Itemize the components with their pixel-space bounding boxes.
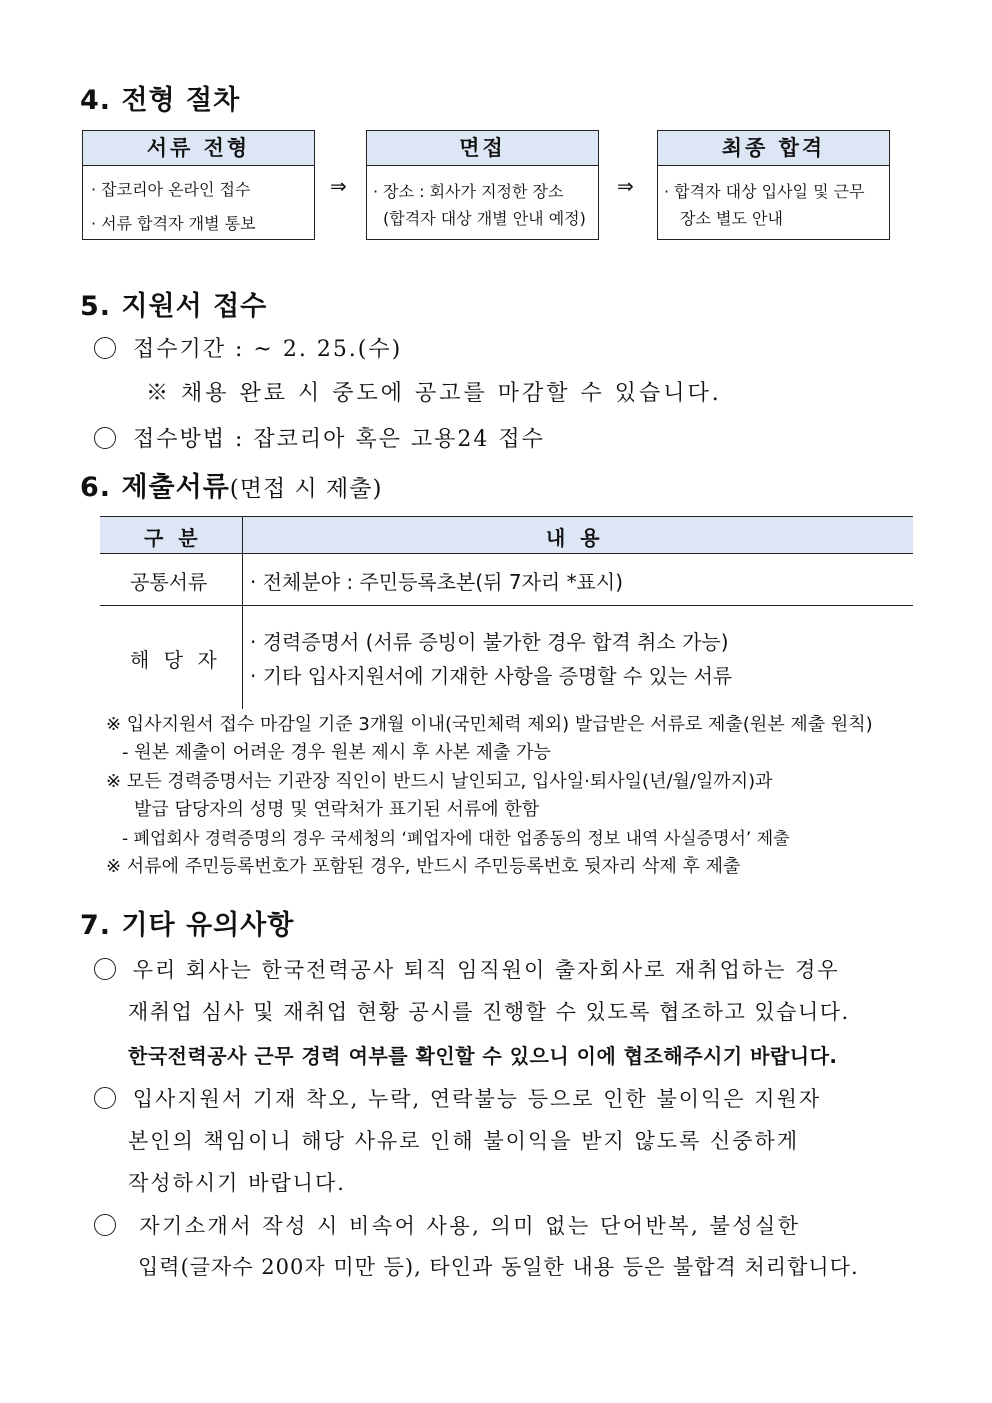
table-row-2-category: 해 당 자 xyxy=(130,648,221,672)
table-row-2-item-1: · 경력증명서 (서류 증빙이 불가한 경우 합격 취소 가능) xyxy=(250,630,729,654)
table-row-2-item-2: · 기타 입사지원서에 기재한 사항을 증명할 수 있는 서류 xyxy=(250,664,733,688)
process-step-3-line-1: · 합격자 대상 입사일 및 근무 xyxy=(664,182,865,201)
circle-bullet-icon xyxy=(94,427,116,449)
table-divider xyxy=(100,605,913,606)
table-row-1-category: 공통서류 xyxy=(130,570,208,594)
circle-bullet-icon xyxy=(94,1087,116,1109)
notice-item-3-line-1: 자기소개서 작성 시 비속어 사용, 의미 없는 단어반복, 불성실한 xyxy=(94,1210,801,1240)
table-divider xyxy=(242,516,243,709)
table-row-1-item: · 전체분야 : 주민등록초본(뒤 7자리 *표시) xyxy=(250,570,624,594)
note-line: 발급 담당자의 성명 및 연락처가 표기된 서류에 한함 xyxy=(134,799,540,820)
process-step-1-line-1: · 잡코리아 온라인 접수 xyxy=(91,180,251,199)
process-step-2-line-2: (합격자 대상 개별 안내 예정) xyxy=(383,209,586,228)
section-7-title: 7. 기타 유의사항 xyxy=(80,910,295,941)
process-step-3-title: 최종 합격 xyxy=(658,131,889,166)
notice-item-1-line-1: 우리 회사는 한국전력공사 퇴직 임직원이 출자회사로 재취업하는 경우 xyxy=(94,954,840,984)
notice-item-3-line-2: 입력(글자수 200자 미만 등), 타인과 동일한 내용 등은 불합격 처리합니다. xyxy=(138,1255,859,1279)
note-line: - 원본 제출이 어려운 경우 원본 제시 후 사본 제출 가능 xyxy=(122,742,551,763)
note-line: - 폐업회사 경력증명의 경우 국세청의 ‘폐업자에 대한 업종동의 정보 내역 사실증명서’ 제출 xyxy=(122,829,790,849)
arrow-icon: ⇒ xyxy=(330,174,347,198)
process-step-1-title: 서류 전형 xyxy=(83,131,314,166)
process-step-2-title: 면접 xyxy=(367,131,598,166)
table-header-category: 구 분 xyxy=(144,526,202,550)
notice-item-2-line-3: 작성하시기 바랍니다. xyxy=(128,1171,346,1195)
application-period-note: ※ 채용 완료 시 중도에 공고를 마감할 수 있습니다. xyxy=(146,381,722,406)
application-method: 접수방법 : 잡코리아 혹은 고용24 접수 xyxy=(94,422,545,453)
table-header-content: 내 용 xyxy=(546,526,604,550)
process-step-3 xyxy=(657,130,890,240)
process-step-3-line-2: 장소 별도 안내 xyxy=(680,209,783,228)
process-step-1 xyxy=(82,130,315,240)
arrow-icon: ⇒ xyxy=(617,174,634,198)
process-step-1-line-2: · 서류 합격자 개별 통보 xyxy=(91,214,256,233)
note-line: ※ 모든 경력증명서는 기관장 직인이 반드시 날인되고, 입사일·퇴사일(년/월/일까지)과 xyxy=(106,771,773,792)
application-period: 접수기간 : ~ 2. 25.(수) xyxy=(94,332,402,363)
notice-item-1-line-3: 한국전력공사 근무 경력 여부를 확인할 수 있으니 이에 협조해주시기 바랍니다. xyxy=(128,1044,838,1068)
notice-item-1-line-2: 재취업 심사 및 재취업 현황 공시를 진행할 수 있도록 협조하고 있습니다. xyxy=(128,1000,850,1024)
process-step-2 xyxy=(366,130,599,240)
section-4-title: 4. 전형 절차 xyxy=(80,85,241,116)
process-step-2-line-1: · 장소 : 회사가 지정한 장소 xyxy=(373,182,564,201)
circle-bullet-icon xyxy=(94,958,116,980)
note-line: ※ 서류에 주민등록번호가 포함된 경우, 반드시 주민등록번호 뒷자리 삭제 후 제출 xyxy=(106,856,741,877)
notice-item-2-line-1: 입사지원서 기재 착오, 누락, 연락불능 등으로 인한 불이익은 지원자 xyxy=(94,1083,821,1113)
circle-bullet-icon xyxy=(94,337,116,359)
notice-item-2-line-2: 본인의 책임이니 해당 사유로 인해 불이익을 받지 않도록 신중하게 xyxy=(128,1129,800,1153)
note-line: ※ 입사지원서 접수 마감일 기준 3개월 이내(국민체력 제외) 발급받은 서류로 제출(원본 제출 원칙) xyxy=(106,714,873,735)
section-5-title: 5. 지원서 접수 xyxy=(80,291,268,322)
table-header xyxy=(100,516,913,554)
section-6-title: 6. 제출서류(면접 시 제출) xyxy=(80,472,383,503)
circle-bullet-icon xyxy=(94,1214,116,1236)
